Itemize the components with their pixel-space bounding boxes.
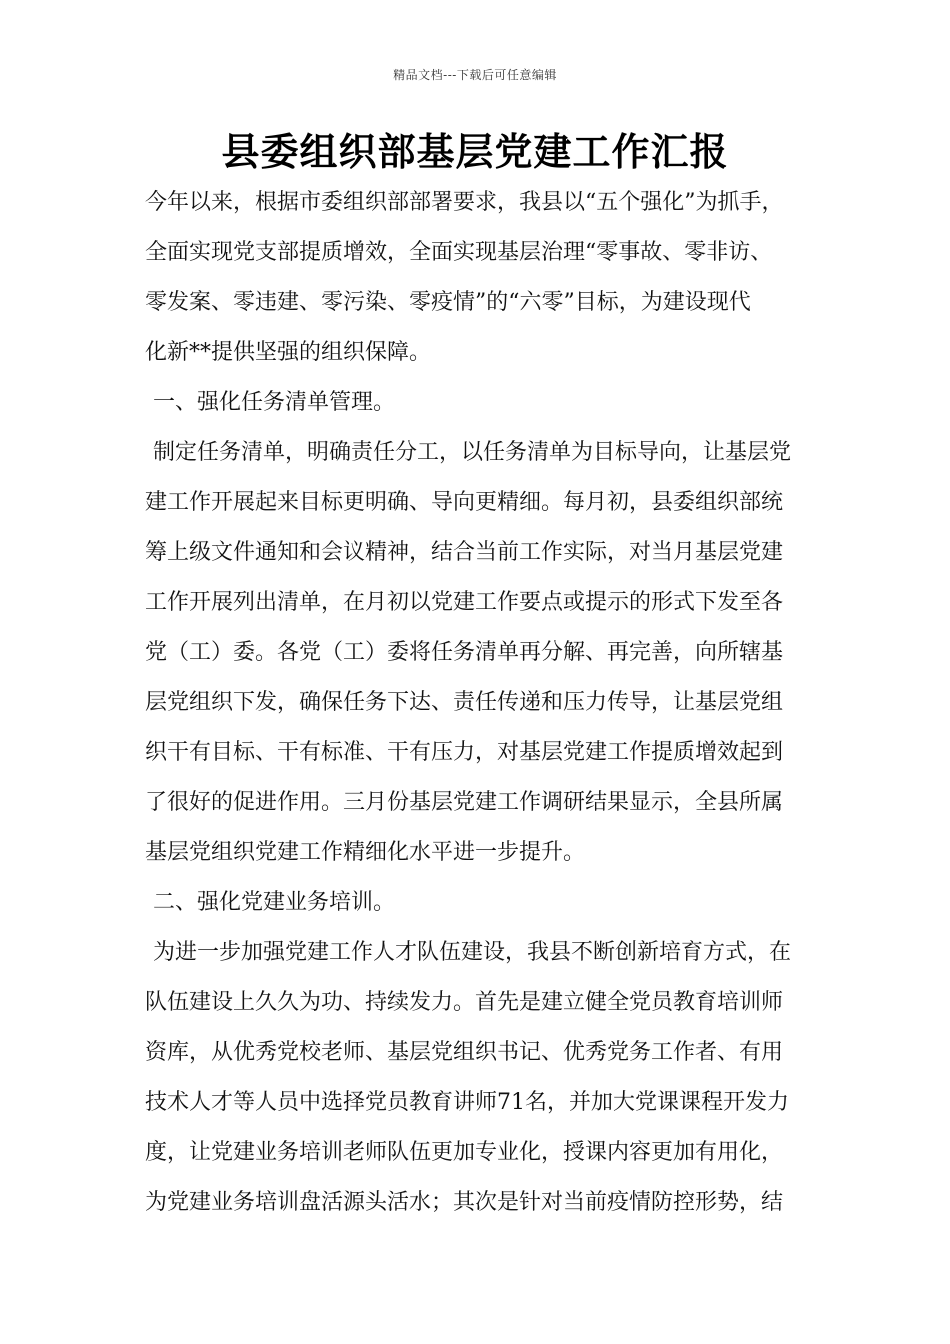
paragraph-line: 为党建业务培训盘活源头活水；其次是针对当前疫情防控形势，结 bbox=[145, 1190, 784, 1215]
header-note: 精品文档---下载后可任意编辑 bbox=[393, 68, 557, 82]
paragraph-line: 制定任务清单，明确责任分工，以任务清单为目标导向，让基层党 bbox=[153, 440, 792, 465]
paragraph-line: 技术人才等人员中选择党员教育讲师71名，并加大党课课程开发力 bbox=[145, 1090, 789, 1115]
paragraph-line: 筹上级文件通知和会议精神，结合当前工作实际，对当月基层党建 bbox=[145, 540, 784, 565]
paragraph-line: 队伍建设上久久为功、持续发力。首先是建立健全党员教育培训师 bbox=[145, 990, 784, 1015]
paragraph-line: 织干有目标、干有标准、干有压力，对基层党建工作提质增效起到 bbox=[145, 740, 784, 765]
paragraph-line: 党（工）委。各党（工）委将任务清单再分解、再完善，向所辖基 bbox=[145, 640, 784, 665]
paragraph-line: 度，让党建业务培训老师队伍更加专业化，授课内容更加有用化， bbox=[145, 1140, 784, 1165]
paragraph-line: 今年以来，根据市委组织部部署要求，我县以“五个强化”为抓手， bbox=[145, 190, 784, 215]
paragraph-line: 化新**提供坚强的组织保障。 bbox=[145, 340, 432, 365]
paragraph-line: 资库，从优秀党校老师、基层党组织书记、优秀党务工作者、有用 bbox=[145, 1040, 784, 1065]
paragraph-line: 零发案、零违建、零污染、零疫情”的“六零”目标，为建设现代 bbox=[145, 290, 751, 315]
document-body bbox=[145, 178, 810, 1228]
paragraph-line: 为进一步加强党建工作人才队伍建设，我县不断创新培育方式，在 bbox=[153, 940, 792, 965]
paragraph-line: 层党组织下发，确保任务下达、责任传递和压力传导，让基层党组 bbox=[145, 690, 784, 715]
paragraph-line: 了很好的促进作用。三月份基层党建工作调研结果显示，全县所属 bbox=[145, 790, 784, 815]
paragraph-line: 工作开展列出清单，在月初以党建工作要点或提示的形式下发至各 bbox=[145, 590, 784, 615]
paragraph-line: 基层党组织党建工作精细化水平进一步提升。 bbox=[145, 840, 586, 865]
paragraph-line: 建工作开展起来目标更明确、导向更精细。每月初，县委组织部统 bbox=[145, 490, 784, 515]
section-heading: 二、强化党建业务培训。 bbox=[153, 890, 396, 915]
section-heading: 一、强化任务清单管理。 bbox=[153, 390, 396, 415]
document-title: 县委组织部基层党建工作汇报 bbox=[221, 129, 729, 174]
paragraph-line: 全面实现党支部提质增效，全面实现基层治理“零事故、零非访、 bbox=[145, 240, 773, 265]
